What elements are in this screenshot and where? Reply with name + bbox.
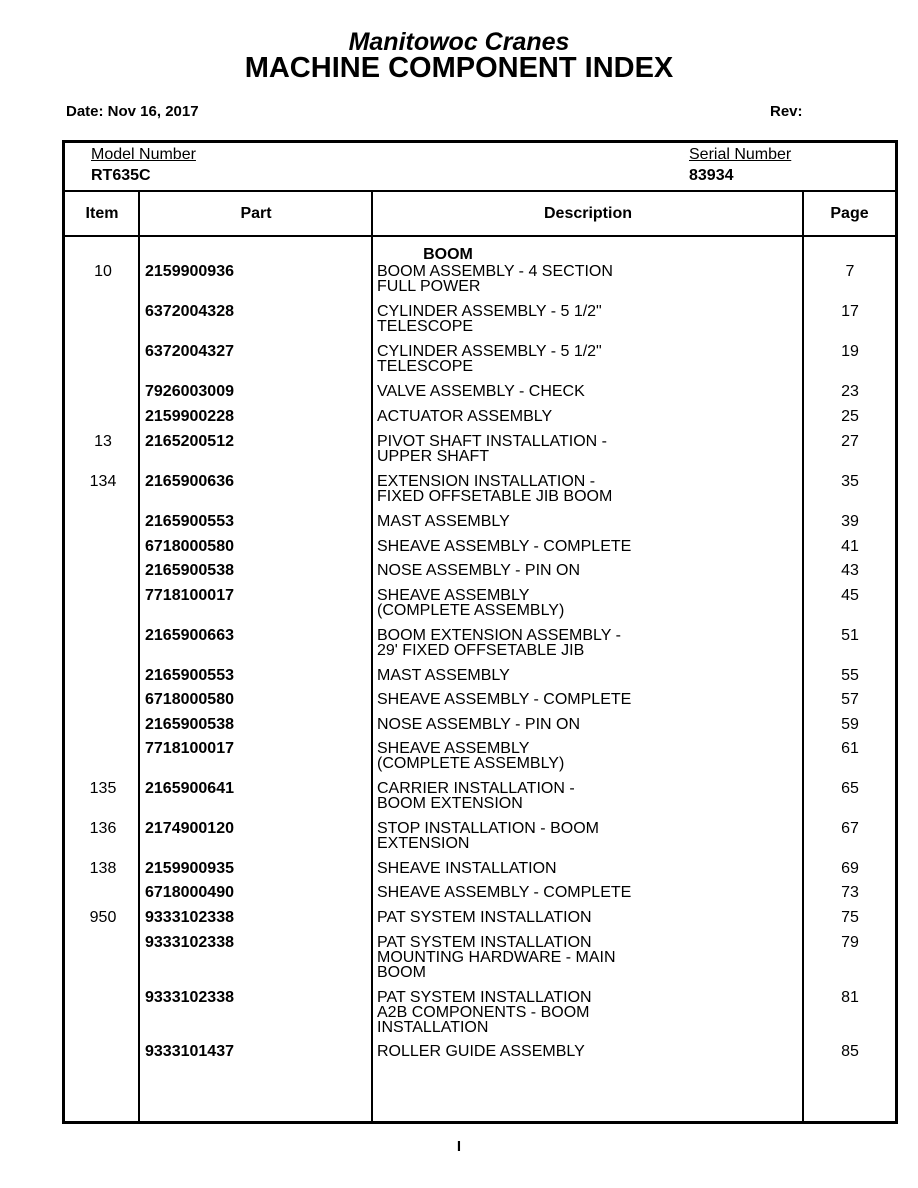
row-description: NOSE ASSEMBLY - PIN ON <box>377 562 581 579</box>
column-divider-item <box>138 192 140 1121</box>
row-description: CYLINDER ASSEMBLY - 5 1/2" TELESCOPE <box>377 343 602 375</box>
column-header-part: Part <box>240 205 272 222</box>
row-description: BOOM ASSEMBLY - 4 SECTION FULL POWER <box>377 263 613 295</box>
document-title: MACHINE COMPONENT INDEX <box>244 52 674 84</box>
row-part-number: 2165900663 <box>145 627 234 644</box>
row-part-number: 2174900120 <box>145 820 234 837</box>
row-description: SHEAVE ASSEMBLY - COMPLETE <box>377 884 632 901</box>
row-description: SHEAVE INSTALLATION <box>377 860 557 877</box>
row-item-number: 950 <box>89 909 117 926</box>
row-description: CYLINDER ASSEMBLY - 5 1/2" TELESCOPE <box>377 303 602 335</box>
row-part-number: 6718000490 <box>145 884 234 901</box>
row-page-number: 19 <box>841 343 859 360</box>
row-part-number: 2165900636 <box>145 473 234 490</box>
row-page-number: 7 <box>845 263 855 280</box>
row-description: SHEAVE ASSEMBLY (COMPLETE ASSEMBLY) <box>377 740 565 772</box>
row-part-number: 2165900641 <box>145 780 234 797</box>
row-part-number: 6718000580 <box>145 538 234 555</box>
section-heading: BOOM <box>423 246 473 263</box>
row-page-number: 35 <box>841 473 859 490</box>
row-part-number: 2159900936 <box>145 263 234 280</box>
row-part-number: 9333102338 <box>145 909 234 926</box>
column-header-divider <box>65 235 895 237</box>
row-description: VALVE ASSEMBLY - CHECK <box>377 383 585 400</box>
row-part-number: 9333101437 <box>145 1043 234 1060</box>
row-part-number: 7718100017 <box>145 740 234 757</box>
row-part-number: 2159900935 <box>145 860 234 877</box>
row-description: NOSE ASSEMBLY - PIN ON <box>377 716 581 733</box>
row-description: PAT SYSTEM INSTALLATION <box>377 909 592 926</box>
row-page-number: 73 <box>841 884 859 901</box>
row-part-number: 2165900553 <box>145 667 234 684</box>
row-part-number: 6718000580 <box>145 691 234 708</box>
row-description: MAST ASSEMBLY <box>377 513 510 530</box>
row-part-number: 2159900228 <box>145 408 234 425</box>
header-divider <box>65 190 895 192</box>
column-divider-description <box>802 192 804 1121</box>
row-item-number: 135 <box>89 780 117 797</box>
row-part-number: 7718100017 <box>145 587 234 604</box>
row-description: SHEAVE ASSEMBLY - COMPLETE <box>377 691 632 708</box>
row-description: STOP INSTALLATION - BOOM EXTENSION <box>377 820 599 852</box>
serial-number-label: Serial Number <box>689 146 792 163</box>
page-marker: I <box>456 1138 462 1155</box>
row-description: MAST ASSEMBLY <box>377 667 510 684</box>
row-item-number: 138 <box>89 860 117 877</box>
row-description: PAT SYSTEM INSTALLATION MOUNTING HARDWARE - MAIN BOOM <box>377 934 616 981</box>
row-description: ACTUATOR ASSEMBLY <box>377 408 553 425</box>
row-page-number: 61 <box>841 740 859 757</box>
row-part-number: 2165900538 <box>145 562 234 579</box>
date-line: Date: Nov 16, 2017 <box>66 103 199 120</box>
row-page-number: 65 <box>841 780 859 797</box>
row-description: SHEAVE ASSEMBLY (COMPLETE ASSEMBLY) <box>377 587 565 619</box>
row-part-number: 7926003009 <box>145 383 234 400</box>
row-page-number: 27 <box>841 433 859 450</box>
revision-line: Rev: <box>770 103 803 120</box>
row-page-number: 17 <box>841 303 859 320</box>
row-page-number: 81 <box>841 989 859 1006</box>
row-page-number: 57 <box>841 691 859 708</box>
row-part-number: 9333102338 <box>145 989 234 1006</box>
row-page-number: 69 <box>841 860 859 877</box>
row-item-number: 136 <box>89 820 117 837</box>
row-part-number: 9333102338 <box>145 934 234 951</box>
column-divider-part <box>371 192 373 1121</box>
serial-number-value: 83934 <box>689 167 734 184</box>
row-part-number: 2165900553 <box>145 513 234 530</box>
row-item-number: 10 <box>94 263 112 280</box>
row-part-number: 6372004328 <box>145 303 234 320</box>
row-part-number: 2165900538 <box>145 716 234 733</box>
row-page-number: 85 <box>841 1043 859 1060</box>
row-item-number: 134 <box>89 473 117 490</box>
row-page-number: 39 <box>841 513 859 530</box>
row-page-number: 67 <box>841 820 859 837</box>
row-page-number: 23 <box>841 383 859 400</box>
brand-title: Manitowoc Cranes <box>348 28 570 56</box>
column-header-description: Description <box>543 205 632 222</box>
row-description: PAT SYSTEM INSTALLATION A2B COMPONENTS - BOOM INSTALLATION <box>377 989 592 1036</box>
row-description: CARRIER INSTALLATION - BOOM EXTENSION <box>377 780 575 812</box>
row-page-number: 75 <box>841 909 859 926</box>
row-page-number: 51 <box>841 627 859 644</box>
row-page-number: 41 <box>841 538 859 555</box>
row-page-number: 25 <box>841 408 859 425</box>
model-number-value: RT635C <box>91 167 151 184</box>
row-item-number: 13 <box>94 433 112 450</box>
row-description: PIVOT SHAFT INSTALLATION - UPPER SHAFT <box>377 433 607 465</box>
row-part-number: 6372004327 <box>145 343 234 360</box>
model-number-label: Model Number <box>91 146 196 163</box>
column-header-item: Item <box>85 205 119 222</box>
component-index-table <box>62 140 898 1124</box>
row-description: BOOM EXTENSION ASSEMBLY - 29' FIXED OFFSETABLE JIB <box>377 627 621 659</box>
row-part-number: 2165200512 <box>145 433 234 450</box>
row-page-number: 79 <box>841 934 859 951</box>
row-description: SHEAVE ASSEMBLY - COMPLETE <box>377 538 632 555</box>
column-header-page: Page <box>830 205 869 222</box>
row-page-number: 59 <box>841 716 859 733</box>
row-page-number: 43 <box>841 562 859 579</box>
row-description: EXTENSION INSTALLATION - FIXED OFFSETABLE JIB BOOM <box>377 473 613 505</box>
row-page-number: 45 <box>841 587 859 604</box>
row-page-number: 55 <box>841 667 859 684</box>
row-description: ROLLER GUIDE ASSEMBLY <box>377 1043 585 1060</box>
